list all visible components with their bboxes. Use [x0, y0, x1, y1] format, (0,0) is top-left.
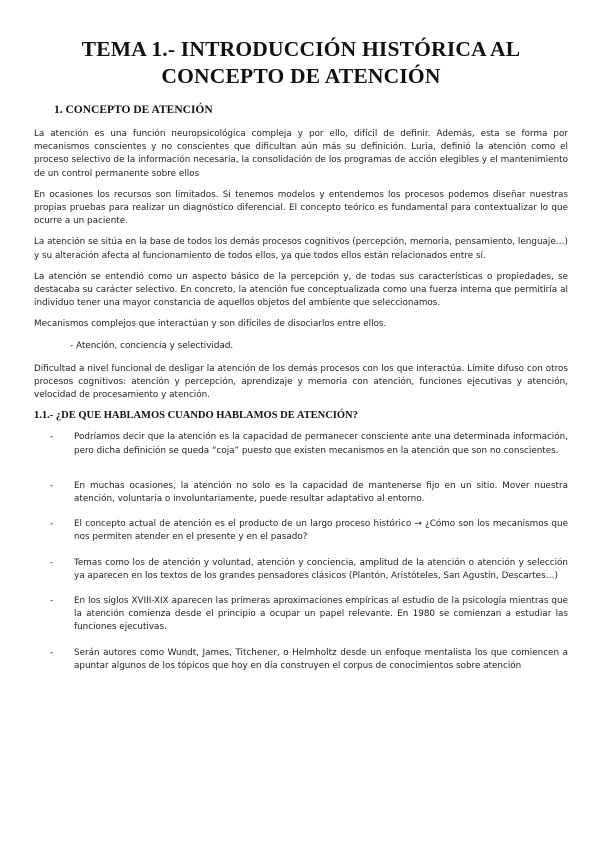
document-title: TEMA 1.- INTRODUCCIÓN HISTÓRICA AL CONCEPTO DE ATENCIÓN [81, 37, 521, 88]
section-heading-concepto: 1. CONCEPTO DE ATENCIÓN [54, 104, 213, 116]
dash-bullet: - [50, 596, 54, 607]
list-item-text: En los siglos XVIII-XIX aparecen las primeras aproximaciones empíricas al estudio de la psicología mientras que la atención comienza desde el principio a ocupar un papel relevante. En 1980 se comienzan a estudiar las funciones ejecutivas. [74, 596, 568, 633]
paragraph: La atención se sitúa en la base de todos los demás procesos cognitivos (percepción, memoria, pensamiento, lenguaje…) y su alteración afecta al funcionamiento de todos ellos, ya que todos ellos están relacionados entre sí. [34, 237, 568, 261]
indented-list-item: - Atención, conciencia y selectividad. [70, 340, 234, 351]
paragraph: La atención es una función neuropsicológica compleja y por ello, difícil de definir. Además, esta se forma por mecanismos conscientes y no conscientes que dificultan aún más su definición. Luria, definió la atención como el proceso selectivo de la información necesaria, la consolidación de los programas de acción elegibles y el mantenimiento de un control permanente sobre ellos [34, 129, 568, 179]
list-item [34, 647, 568, 673]
dash-bullet: - [50, 432, 54, 443]
dash-bullet: - [50, 519, 54, 530]
list-item [34, 595, 568, 635]
list-item-text: En muchas ocasiones, la atención no solo es la capacidad de mantenerse fijo en un sitio. Mover nuestra atención, voluntaria o involuntariamente, puede resultar adaptativo al entorno. [74, 480, 568, 505]
list-item-text: Serán autores como Wundt, James, Titchener, o Helmholtz desde un enfoque mentalista los que comiencen a apuntar algunos de los tópicos que hoy en día construyen el corpus de conocimientos sobre atención [74, 647, 568, 671]
list-item [34, 557, 568, 583]
subsection-heading: 1.1.- ¿DE QUE HABLAMOS CUANDO HABLAMOS DE ATENCIÓN? [34, 410, 358, 422]
list-item [34, 480, 568, 506]
dash-bullet: - [50, 480, 54, 491]
list-item [34, 431, 568, 457]
list-item-text: Temas como los de atención y voluntad, atención y conciencia, amplitud de la atención o atención y selección ya aparecen en los textos de los grandes pensadores clásicos (Plantón, Aristóteles, San Agustín, Descartes…) [74, 557, 568, 581]
dash-bullet: - [50, 647, 54, 658]
list-item [34, 518, 568, 544]
paragraph: Dificultad a nivel funcional de desligar la atención de los demás procesos con los que interactúa. Límite difuso con otros procesos cognitivos: atención y percepción, aprendizaje y memoria con atención, funciones ejecutivas y atención, velocidad de procesamiento y atención. [34, 363, 568, 401]
list-item-text: Podríamos decir que la atención es la capacidad de permanecer consciente ante una determinada información, pero dicha definición se queda “coja” puesto que existen mecanismos en la atención que son no conscientes. [74, 432, 568, 456]
paragraph: En ocasiones los recursos son limitados. Si tenemos modelos y entendemos los procesos podemos diseñar nuestras propias pruebas para realizar un diagnóstico diferencial. El concepto teórico es fundamental para contextualizar lo que ocurre a un paciente. [34, 189, 568, 227]
paragraph: La atención se entendió como un aspecto básico de la percepción y, de todas sus características o propiedades, se destacaba su carácter selectivo. En concreto, la atención fue conceptualizada como una fuerza interna que permitiría al individuo tener una mayor constancia de aquellos objetos del ambiente que seleccionamos. [34, 271, 568, 309]
paragraph: Mecanismos complejos que interactúan y son difíciles de disociarlos entre ellos. [34, 319, 387, 330]
dash-bullet: - [50, 557, 54, 568]
list-item-text: El concepto actual de atención es el producto de un largo proceso histórico → ¿Cómo son los mecanismos que nos permiten atender en el presente y en el pasado? [74, 519, 568, 543]
dash-list [34, 431, 568, 673]
